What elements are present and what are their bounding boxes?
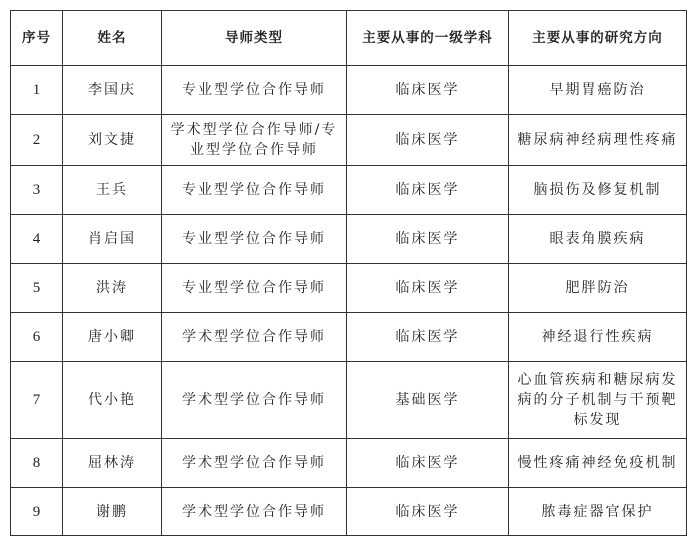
row-discipline: 临床医学 (347, 115, 509, 166)
row-name: 王兵 (63, 166, 162, 215)
row-research-direction: 慢性疼痛神经免疫机制 (509, 439, 687, 488)
table-row (11, 215, 687, 264)
row-no: 3 (11, 166, 63, 215)
table-row (11, 115, 687, 166)
table-row (11, 488, 687, 536)
row-mentor-type: 专业型学位合作导师 (162, 66, 347, 115)
row-name: 唐小卿 (63, 313, 162, 362)
row-research-direction: 心血管疾病和糖尿病发病的分子机制与干预靶标发现 (509, 362, 687, 439)
row-research-direction: 早期胃癌防治 (509, 66, 687, 115)
table-row (11, 66, 687, 115)
table-row (11, 362, 687, 439)
table-row (11, 166, 687, 215)
row-mentor-type: 专业型学位合作导师 (162, 166, 347, 215)
header-no: 序号 (11, 11, 63, 66)
mentor-table (10, 10, 687, 536)
header-discipline: 主要从事的一级学科 (347, 11, 509, 66)
table-row (11, 264, 687, 313)
row-discipline: 临床医学 (347, 439, 509, 488)
header-mentor-type: 导师类型 (162, 11, 347, 66)
table-row (11, 439, 687, 488)
row-discipline: 临床医学 (347, 313, 509, 362)
row-mentor-type: 专业型学位合作导师 (162, 264, 347, 313)
row-mentor-type: 专业型学位合作导师 (162, 215, 347, 264)
row-discipline: 临床医学 (347, 66, 509, 115)
header-name: 姓名 (63, 11, 162, 66)
row-name: 洪涛 (63, 264, 162, 313)
row-research-direction: 糖尿病神经病理性疼痛 (509, 115, 687, 166)
row-discipline: 临床医学 (347, 264, 509, 313)
row-research-direction: 神经退行性疾病 (509, 313, 687, 362)
row-no: 4 (11, 215, 63, 264)
row-mentor-type: 学术型学位合作导师/专业型学位合作导师 (162, 115, 347, 166)
row-mentor-type: 学术型学位合作导师 (162, 313, 347, 362)
row-mentor-type: 学术型学位合作导师 (162, 362, 347, 439)
table-row (11, 313, 687, 362)
header-research-direction: 主要从事的研究方向 (509, 11, 687, 66)
row-no: 5 (11, 264, 63, 313)
row-name: 李国庆 (63, 66, 162, 115)
row-mentor-type: 学术型学位合作导师 (162, 439, 347, 488)
row-mentor-type: 学术型学位合作导师 (162, 488, 347, 536)
row-no: 2 (11, 115, 63, 166)
row-research-direction: 脓毒症器官保护 (509, 488, 687, 536)
row-discipline: 临床医学 (347, 166, 509, 215)
row-no: 6 (11, 313, 63, 362)
row-no: 1 (11, 66, 63, 115)
row-name: 屈林涛 (63, 439, 162, 488)
row-no: 9 (11, 488, 63, 536)
row-name: 代小艳 (63, 362, 162, 439)
row-discipline: 临床医学 (347, 215, 509, 264)
row-research-direction: 眼表角膜疾病 (509, 215, 687, 264)
row-no: 8 (11, 439, 63, 488)
row-name: 谢鹏 (63, 488, 162, 536)
row-discipline: 临床医学 (347, 488, 509, 536)
row-discipline: 基础医学 (347, 362, 509, 439)
row-research-direction: 肥胖防治 (509, 264, 687, 313)
row-name: 刘文捷 (63, 115, 162, 166)
row-name: 肖启国 (63, 215, 162, 264)
row-no: 7 (11, 362, 63, 439)
row-research-direction: 脑损伤及修复机制 (509, 166, 687, 215)
table-header-row (11, 11, 687, 66)
